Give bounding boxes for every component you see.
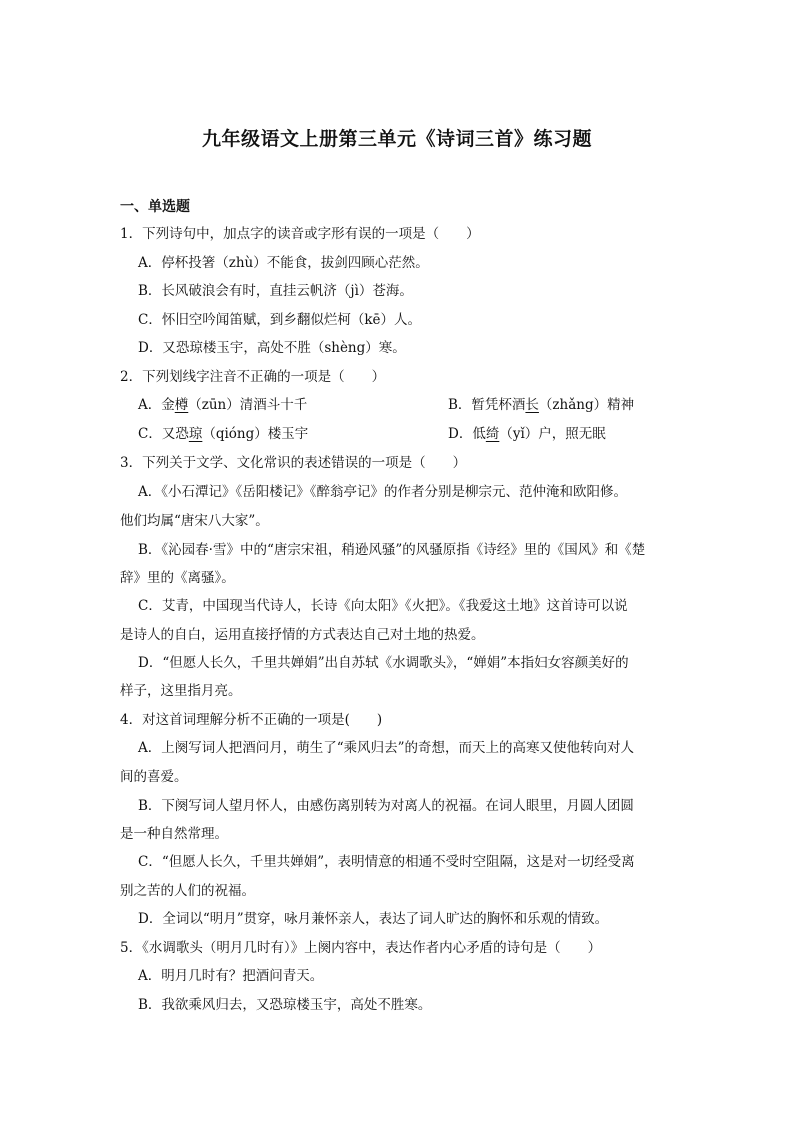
q1-stem: 1．下列诗句中，加点字的读音或字形有误的一项是（ ） — [120, 226, 480, 242]
q1-option-b: B．长风破浪会有时，直挂云帆济（jì）苍海。 — [138, 283, 413, 299]
q4-option-b: B．下阕写词人望月怀人，由感伤离别转为对离人的祝福。在词人眼里，月圆人团圆 — [138, 798, 634, 814]
q1-option-a: A．停杯投箸（zhù）不能食，拔剑四顾心茫然。 — [138, 255, 429, 271]
page-title: 九年级语文上册第三单元《诗词三首》练习题 — [201, 128, 592, 150]
q2-option-d: D．低绮（yǐ）户，照无眠 — [448, 426, 606, 442]
underlined-char: 琼 — [188, 426, 203, 442]
q1-option-c: C．怀旧空吟闻笛赋，到乡翻似烂柯（kē）人。 — [138, 312, 421, 328]
q2-option-c: C．又恐琼（qióng）楼玉宇 — [138, 426, 309, 442]
underlined-char: 绮 — [485, 426, 500, 442]
q5-stem: 5．《水调歌头（明月几时有）》上阕内容中，表达作者内心矛盾的诗句是（ ） — [120, 940, 602, 956]
q4-option-a-cont: 间的喜爱。 — [120, 769, 188, 785]
q1-option-d: D．又恐琼楼玉宇，高处不胜（shèng）寒。 — [138, 340, 406, 356]
q3-option-a-cont: 他们均属“唐宋八大家”。 — [120, 513, 269, 529]
q2-stem: 2．下列划线字注音不正确的一项是（ ） — [120, 369, 386, 385]
q4-option-d: D．全词以“明月”贯穿，咏月兼怀亲人，表达了词人旷达的胸怀和乐观的情致。 — [138, 911, 609, 927]
q3-option-c: C．艾青，中国现当代诗人，长诗《向太阳》《火把》。《我爱这土地》这首诗可以说 — [138, 598, 628, 614]
q4-option-c-cont: 别之苦的人们的祝福。 — [120, 883, 255, 899]
q5-option-a: A．明月几时有？把酒问青天。 — [138, 968, 324, 984]
q5-option-b: B．我欲乘风归去，又恐琼楼玉宇，高处不胜寒。 — [138, 997, 432, 1013]
underlined-char: 樽 — [174, 397, 189, 413]
q4-option-a: A．上阕写词人把酒问月，萌生了“乘风归去”的奇想，而天上的高寒又使他转向对人 — [138, 740, 635, 756]
underlined-char: 长 — [525, 397, 539, 413]
q2-option-b: B．暂凭杯酒长（zhǎng）精神 — [448, 397, 635, 413]
q3-option-c-cont: 是诗人的自白，运用直接抒情的方式表达自己对土地的热爱。 — [120, 627, 485, 643]
q4-stem: 4．对这首词理解分析不正确的一项是( ) — [120, 712, 383, 728]
q3-option-a: A．《小石潭记》《岳阳楼记》《醉翁亭记》的作者分别是柳宗元、范仲淹和欧阳修。 — [138, 484, 627, 500]
q4-option-b-cont: 是一种自然常理。 — [120, 826, 228, 842]
q3-option-d-cont: 样子，这里指月亮。 — [120, 683, 242, 699]
q3-option-d: D．“但愿人长久，千里共婵娟”出自苏轼《水调歌头》，“婵娟”本指妇女容颜美好的 — [138, 655, 629, 671]
section-heading: 一、单选题 — [120, 199, 190, 215]
q2-option-a: A．金樽（zūn）清酒斗十千 — [138, 397, 308, 413]
q4-option-c: C．“但愿人长久，千里共婵娟”，表明情意的相通不受时空阻隔，这是对一切经受离 — [138, 854, 635, 870]
q3-stem: 3．下列关于文学、文化常识的表述错误的一项是（ ） — [120, 455, 467, 471]
q3-option-b-cont: 辞》里的《离骚》。 — [120, 570, 235, 586]
q3-option-b: B．《沁园春·雪》中的“唐宗宋祖，稍逊风骚”的风骚原指《诗经》里的《国风》和《楚 — [138, 542, 646, 558]
